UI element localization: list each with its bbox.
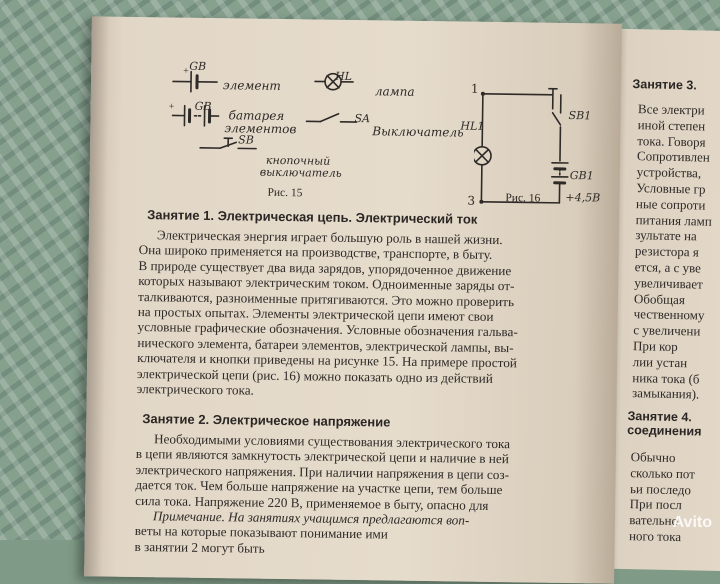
right-line: устройства, [637,164,713,181]
section-2-body [134,431,596,561]
text-line: Примечание. На занятиях учащимся предлагаются воп- [135,508,595,530]
label-button-1: кнопочный [266,154,330,168]
label-element: элемент [223,78,281,93]
right-line: чественному [634,306,710,323]
section-1-heading: Занятие 1. Электрическая цепь. Электрический ток [147,207,477,227]
label-plus45: +4,5B [565,191,600,204]
label-sb1: SB1 [569,109,592,122]
label-lamp: лампа [375,84,415,99]
section-2-heading: Занятие 2. Электрическое напряжение [142,411,390,429]
text-line: Она широко применяется на производстве, транспорте, в быту. [139,242,599,264]
right-line: иной степен [637,117,713,134]
section-1-body [137,227,599,403]
figure-16-caption: Рис. 16 [505,192,540,204]
text-line: условные графические обозначения. Условные обозначения гальва- [137,319,597,341]
svg-text:+: + [169,101,175,112]
label-hl: HL [335,70,352,83]
label-gb1: GB1 [570,169,594,182]
right-line: питания ламп [636,212,712,229]
label-hl1: HL1 [460,119,484,132]
watermark-logo: Avito [673,514,712,532]
right-line: тока. Говоря [637,133,713,150]
right-line: резистора я [635,243,711,260]
text-line: ключателя и кнопки приведены на рисунке 15. На примере простой [137,350,597,372]
label-button-2: выключатель [260,166,342,180]
text-line: дается ток. Чем больше напряжение на участке цепи, тем больше [135,477,595,499]
right-line: При посл [630,496,695,513]
figure-15-caption: Рис. 15 [267,187,302,199]
right-line: ьи последо [630,481,695,498]
text-line: электрического тока. [137,381,597,403]
text-line: сила тока. Напряжение 220 В, применяемое в быту, опасно для [135,493,595,515]
text-line: веты на которые показывают понимание ими [135,523,595,545]
right-line: ется, а с уве [635,259,711,276]
right-line: замыкания). [632,385,708,402]
right-line: При кор [633,338,709,355]
right-line: Все электри [638,101,714,118]
right-line: Сопротивлен [637,149,713,166]
right-heading-2b: соединения [627,423,701,439]
right-line: ного тока [629,528,694,545]
label-sb: SB [238,133,254,146]
right-line: с увеличени [633,322,709,339]
right-line: зультате на [635,228,711,245]
label-gb-battery: GB [195,100,212,113]
right-line: ника тока (б [632,370,708,387]
label-battery-1: батарея [228,108,284,123]
node-1-label: 1 [471,82,479,96]
right-line: лии устан [633,354,709,371]
text-line: в цепи являются замкнутость электрической цепи и наличие в ней [136,446,596,468]
right-text-block-1 [632,101,714,403]
text-line: Необходимыми условиями существования электрического тока [136,431,596,453]
right-heading-2: Занятие 4. [627,409,701,425]
right-line: Обобщая [634,291,710,308]
text-line: Электрическая энергия играет большую роль в нашей жизни. [139,227,599,249]
right-heading-1: Занятие 3. [632,77,697,92]
right-line: Условные гр [636,180,712,197]
text-line: которых называют электрическим током. Одноименные заряды от- [138,273,598,295]
right-line: сколько пот [630,465,695,482]
node-3-label: 3 [467,194,475,208]
text-line: талкиваются, разноименные притягиваются. Это можно проверить [138,289,598,311]
text-line: В природе существует два вида зарядов, упорядоченное движение [138,258,598,280]
text-line: нического элемента, батареи элементов, электрической лампы, вы- [137,335,597,357]
left-page [84,16,622,583]
label-gb: GB [189,60,206,73]
text-line: в занятии 2 могут быть [134,539,594,561]
svg-text:+: + [183,66,189,77]
label-battery-2: элементов [224,121,296,136]
label-sa: SA [354,112,370,125]
label-switch: Выключатель [372,124,463,139]
right-line: увеличивает [634,275,710,292]
right-line: Обычно [631,449,696,466]
text-line: электрического напряжения. При наличии напряжения в цепи соз- [136,462,596,484]
text-line: электрической цепи (рис. 16) можно показать одно из действий [137,366,597,388]
text-line: на простых опытах. Элементы электрической цепи имеют свои [138,304,598,326]
right-line: ные сопроти [636,196,712,213]
right-line: вательно [629,512,694,529]
